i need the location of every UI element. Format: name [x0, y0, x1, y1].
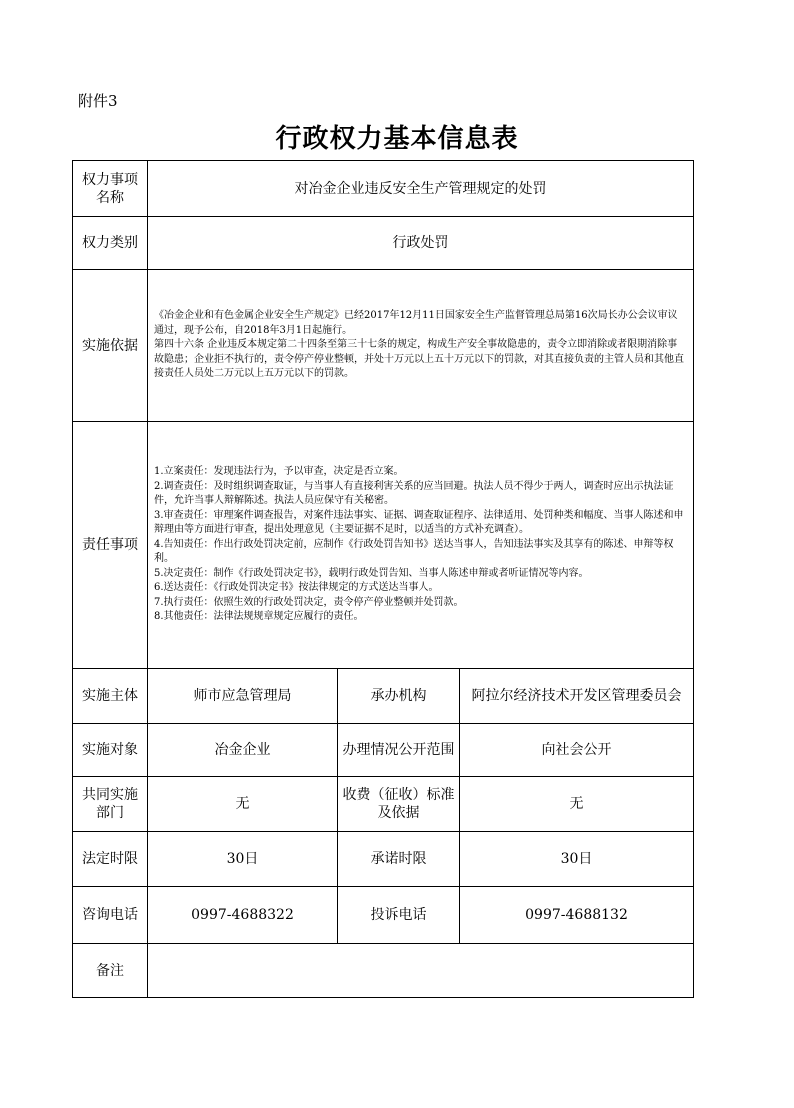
fee-standard-label: 收费（征收）标准及依据 [338, 777, 460, 832]
responsibility-item: 8.其他责任：法律法规规章规定应履行的责任。 [154, 611, 364, 623]
responsibility-item: 1.立案责任：发现违法行为，予以审查，决定是否立案。 [154, 466, 404, 478]
consult-phone-value: 0997-4688322 [148, 887, 338, 944]
row-remark [73, 944, 694, 998]
basis-label: 实施依据 [73, 270, 148, 422]
responsibility-label: 责任事项 [73, 422, 148, 669]
consult-phone-label: 咨询电话 [73, 887, 148, 944]
row-time-limit [73, 832, 694, 887]
row-category [73, 217, 694, 270]
row-item-name [73, 161, 694, 217]
page-title: 行政权力基本信息表 [275, 124, 519, 154]
responsibility-item: 6.送达责任：《行政处罚决定书》按法律规定的方式送达当事人。 [154, 582, 439, 594]
row-responsibility [73, 422, 694, 669]
handling-agency-label: 承办机构 [338, 669, 460, 724]
responsibility-item: 2.调查责任：及时组织调查取证，与当事人有直接利害关系的应当回避。执法人员不得少于两人，调查时应出示执法证件，允许当事人辩解陈述。执法人员应保守有关秘密。 [154, 480, 674, 507]
responsibility-item: 3.审查责任：审理案件调查报告，对案件违法事实、证据、调查取证程序、法律适用、处罚种类和幅度、当事人陈述和申辩理由等方面进行审查，提出处理意见（主要证据不足时，以适当的方式补充调查）。 [154, 509, 684, 536]
row-target [73, 724, 694, 777]
basis-paragraph: 《冶金企业和有色金属企业安全生产规定》已经2017年12月11日国家安全生产监督管理总局第16次局长办公会议审议通过，现予公布，自2018年3月1日起施行。 [154, 310, 678, 336]
disclosure-scope-label: 办理情况公开范围 [338, 724, 460, 777]
legal-time-limit-label: 法定时限 [73, 832, 148, 887]
complaint-phone-label: 投诉电话 [338, 887, 460, 944]
row-subject [73, 669, 694, 724]
target-label: 实施对象 [73, 724, 148, 777]
basis-paragraph: 第四十六条 企业违反本规定第二十四条至第三十七条的规定，构成生产安全事故隐患的，责令立即消除或者限期消除事故隐患；企业拒不执行的，责令停产停业整顿，并处十万元以上五十万元以下的罚款，对其直接负责的主管人员和其他直接责任人员处二万元以上五万元以下的罚款。 [154, 339, 684, 380]
disclosure-scope-value: 向社会公开 [460, 724, 694, 777]
basis-content [148, 270, 694, 422]
remark-label: 备注 [73, 944, 148, 998]
handling-agency-value: 阿拉尔经济技术开发区管理委员会 [460, 669, 694, 724]
category-value: 行政处罚 [148, 217, 694, 270]
complaint-phone-value: 0997-4688132 [460, 887, 694, 944]
legal-time-limit-value: 30日 [148, 832, 338, 887]
responsibility-item: 4.告知责任：作出行政处罚决定前，应制作《行政处罚告知书》送达当事人，告知违法事实及其享有的陈述、申辩等权利。 [154, 538, 674, 565]
responsibility-content [148, 422, 694, 669]
remark-value [148, 944, 694, 998]
item-name-value: 对冶金企业违反安全生产管理规定的处罚 [148, 161, 694, 217]
responsibility-item: 7.执行责任：依照生效的行政处罚决定，责令停产停业整顿并处罚款。 [154, 596, 464, 608]
subject-value: 师市应急管理局 [148, 669, 338, 724]
item-name-label: 权力事项名称 [73, 161, 148, 217]
responsibility-item: 5.决定责任：制作《行政处罚决定书》，载明行政处罚告知、当事人陈述申辩或者听证情况等内容。 [154, 567, 589, 579]
row-basis [73, 270, 694, 422]
fee-standard-value: 无 [460, 777, 694, 832]
row-joint [73, 777, 694, 832]
subject-label: 实施主体 [73, 669, 148, 724]
joint-dept-label: 共同实施部门 [73, 777, 148, 832]
row-phone [73, 887, 694, 944]
promised-time-limit-label: 承诺时限 [338, 832, 460, 887]
target-value: 冶金企业 [148, 724, 338, 777]
category-label: 权力类别 [73, 217, 148, 270]
promised-time-limit-value: 30日 [460, 832, 694, 887]
attachment-label: 附件3 [78, 92, 118, 110]
joint-dept-value: 无 [148, 777, 338, 832]
info-table [72, 160, 694, 998]
